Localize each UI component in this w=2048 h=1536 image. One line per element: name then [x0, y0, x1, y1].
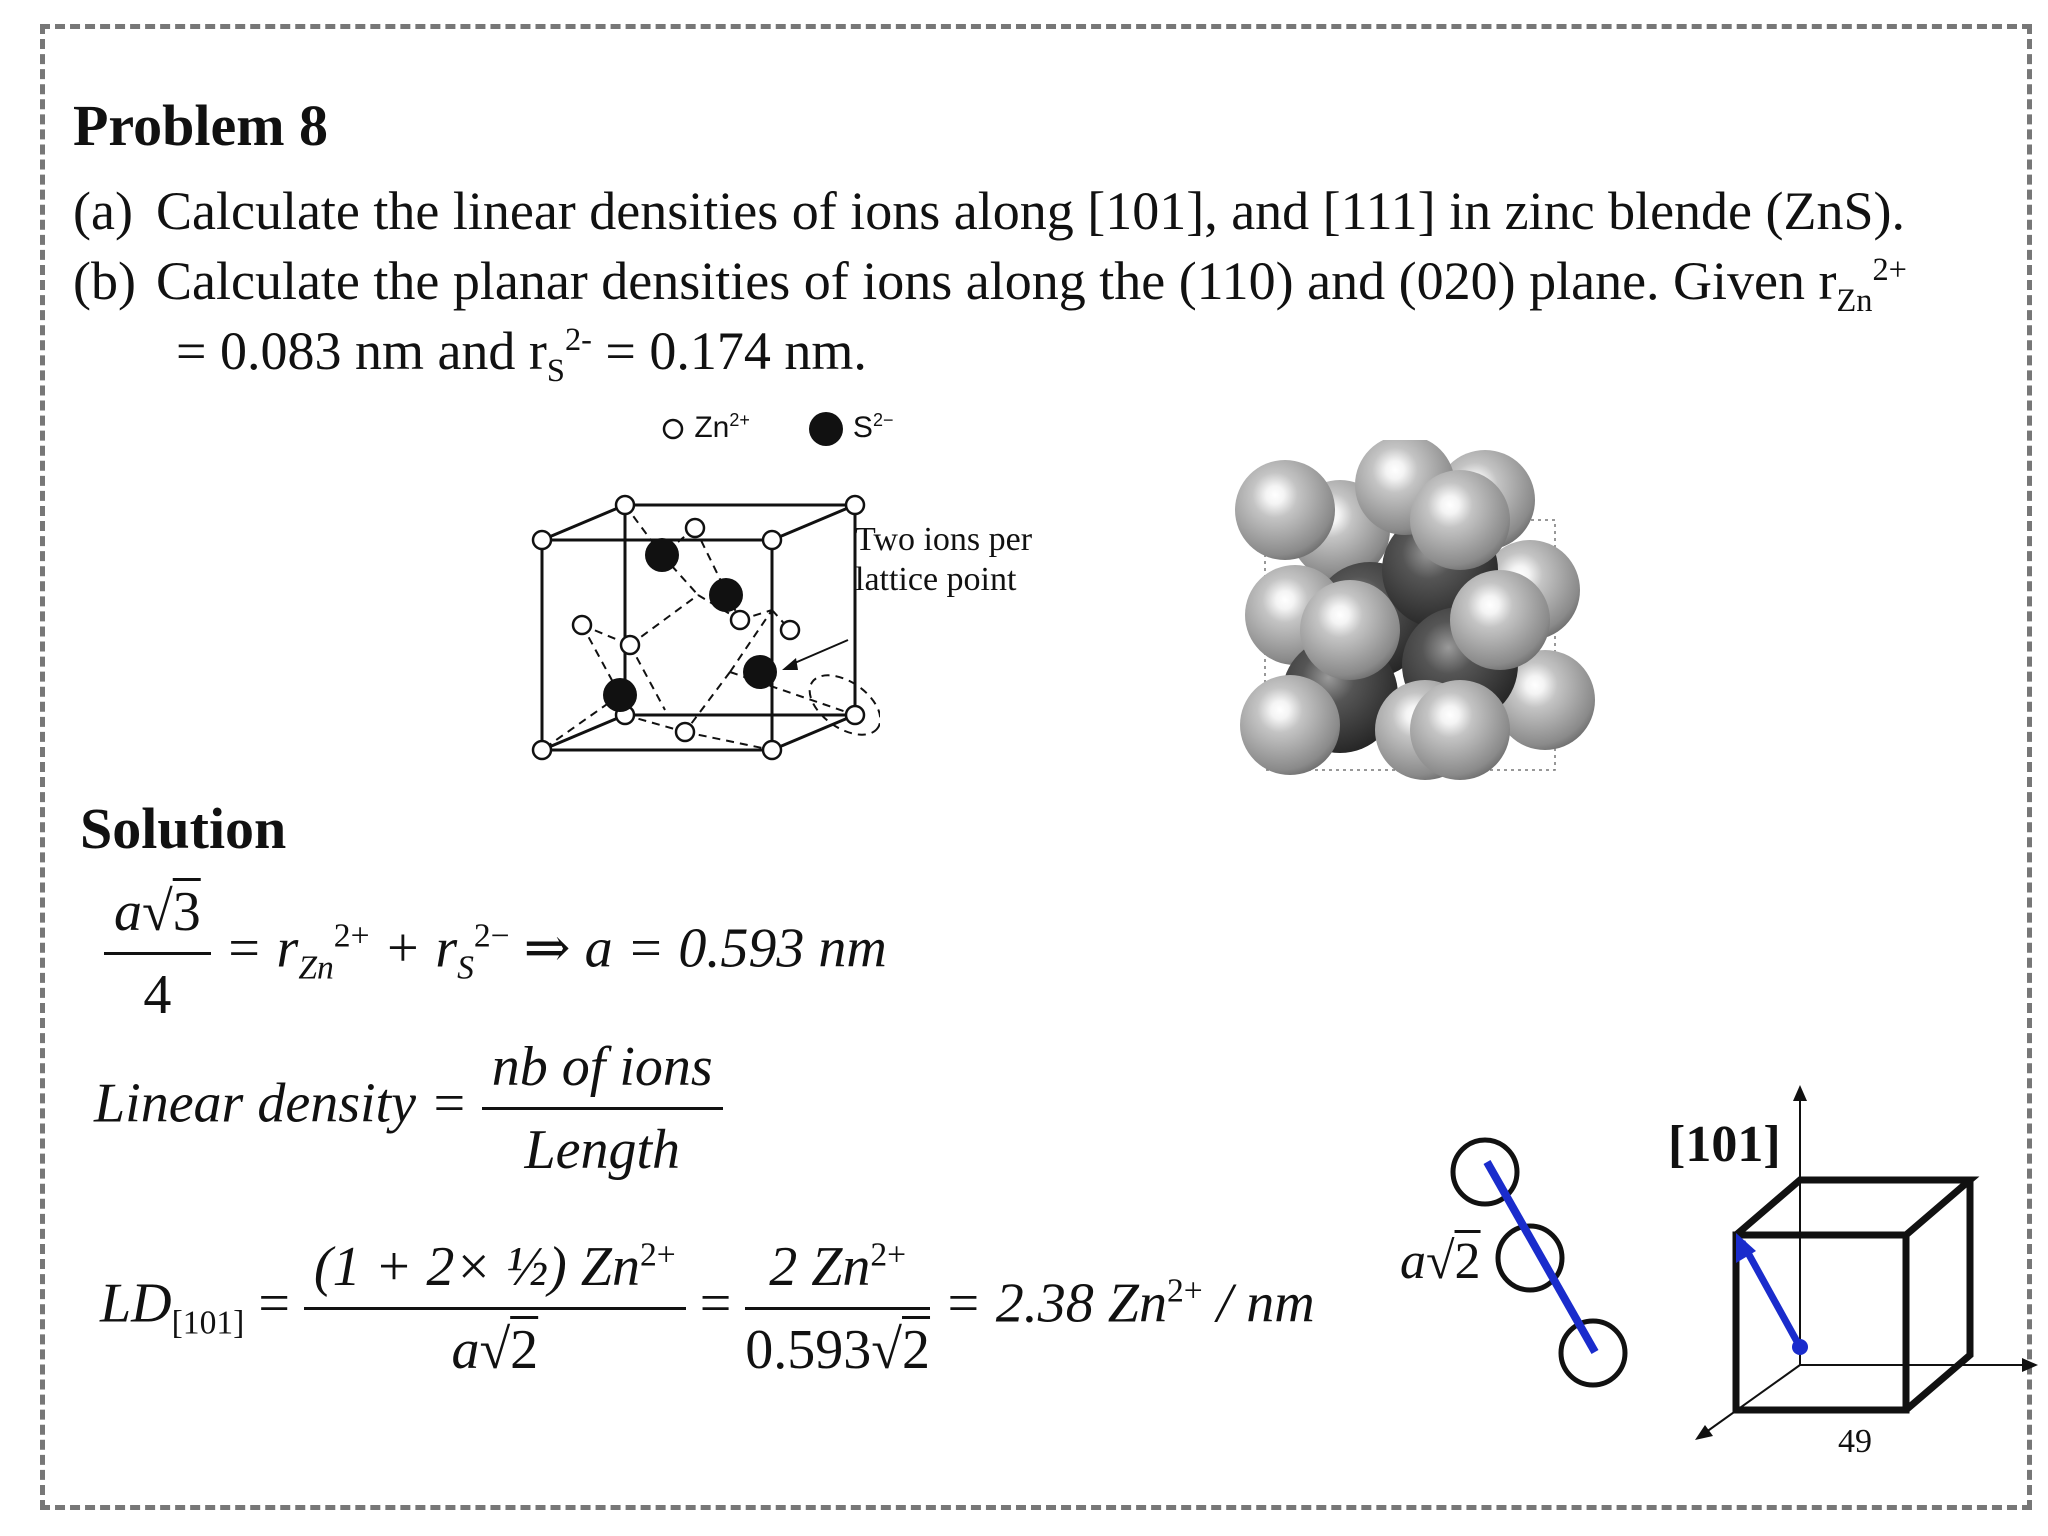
eq3-num2-sup: 2+	[870, 1236, 907, 1274]
part-b-sup-s: 2-	[564, 322, 592, 358]
eq1-sub1: Zn	[298, 949, 334, 987]
zinc-blende-unit-cell-diagram	[520, 480, 880, 770]
eq3-num2: 2 Zn	[769, 1236, 871, 1298]
eq1-sup2: 2−	[473, 917, 510, 955]
eq1-sub2: S	[457, 949, 474, 987]
zinc-blende-space-filling-model	[1205, 440, 1605, 790]
eq3-lhs-sub: [101]	[171, 1304, 245, 1342]
page-number: 49	[1838, 1423, 1872, 1460]
eq1-num-rad: 3	[172, 881, 201, 943]
eq1-result: ⇒ a = 0.593 nm	[509, 917, 887, 980]
note-line-1: Two ions per	[855, 521, 1033, 558]
part-b-sup-zn: 2+	[1872, 252, 1907, 288]
eq1-plus: + r	[369, 917, 458, 980]
eq3-den1-rad: 2	[510, 1319, 539, 1381]
eq1-fraction: $\frac{a√3}{4}$	[104, 880, 211, 1027]
s-legend-marker	[807, 410, 845, 448]
legend-zn-label: Zn	[694, 411, 730, 444]
eq3-num1: (1 + 2× ½) Zn	[313, 1236, 640, 1298]
eq1-rhs: = r	[224, 917, 299, 980]
y-axis	[1702, 1365, 1800, 1435]
eq1-num-a: a	[114, 881, 142, 943]
solution-heading: Solution	[80, 796, 287, 861]
legend-s-sup: 2−	[872, 410, 894, 430]
eq1-sup1: 2+	[333, 917, 370, 955]
eq3-num1-sup: 2+	[639, 1236, 676, 1274]
side-label-rad: 2	[1454, 1233, 1481, 1290]
part-b-text-3: = 0.174 nm.	[591, 321, 867, 381]
part-b-line-2	[176, 320, 867, 390]
eq2-den: Length	[524, 1119, 680, 1181]
lattice-point-note	[855, 520, 1032, 600]
eq3-result-sup: 2+	[1166, 1272, 1203, 1310]
problem-title: Problem 8	[73, 93, 329, 158]
eq3-result: = 2.38 Zn	[944, 1272, 1167, 1335]
cube-direction-diagram	[1670, 1085, 2040, 1455]
cube-front-face	[1736, 1235, 1906, 1410]
part-b-text-1: Calculate the planar densities of ions along the (110) and (020) plane. Given r	[156, 251, 1837, 311]
side-length-label: a√2	[1400, 1233, 1481, 1290]
eq3-result-unit: / nm	[1202, 1272, 1315, 1335]
eq3-lhs: LD	[100, 1272, 172, 1335]
part-a-tag: (a)	[73, 181, 133, 241]
eq3-den1-a: a	[451, 1319, 480, 1381]
part-b-sub-zn: Zn	[1836, 282, 1873, 319]
eq3-den2-rad: 2	[902, 1319, 931, 1381]
eq3-fraction-2: $\frac{2 Zn^{2+}}{0.593√2}$	[745, 1236, 931, 1381]
eq2-fraction	[482, 1035, 723, 1182]
eq3-den2: 0.593	[745, 1319, 872, 1381]
direction-vector-101	[1742, 1242, 1800, 1347]
eq2-num: nb of ions	[482, 1035, 723, 1110]
eq1-den: 4	[143, 964, 172, 1026]
equation-lattice-parameter	[104, 880, 887, 1027]
side-label-a: a	[1400, 1233, 1426, 1290]
equation-linear-density-definition	[94, 1035, 723, 1182]
legend-zn-sup: 2+	[729, 410, 750, 430]
part-a	[73, 180, 1905, 242]
part-b	[73, 250, 1907, 320]
part-b-tag: (b)	[73, 251, 136, 311]
direction-label: [101]	[1668, 1116, 1781, 1173]
part-b-text-2: = 0.083 nm and r	[176, 321, 547, 381]
part-a-text: Calculate the linear densities of ions along [101], and [111] in zinc blende (ZnS).	[156, 181, 1905, 241]
ions-along-101-diagram	[1445, 1130, 1645, 1400]
part-b-sub-s: S	[546, 352, 565, 389]
front-face	[542, 540, 772, 750]
zn-legend-marker	[660, 416, 686, 442]
legend	[660, 410, 893, 448]
origin-dot	[1792, 1339, 1808, 1355]
eq3-eq-1: =	[258, 1272, 290, 1335]
direction-line-101	[1487, 1162, 1595, 1352]
legend-s-label: S	[852, 411, 873, 444]
note-line-2: lattice point	[855, 561, 1017, 598]
eq3-fraction-1: $\frac{(1 + 2\times \frac{1}{2}) Zn^{2+}}{a√2}$	[304, 1235, 686, 1382]
eq3-eq-2: =	[699, 1272, 732, 1335]
eq2-lhs: Linear density =	[94, 1072, 468, 1135]
equation-ld-101	[100, 1235, 1315, 1382]
